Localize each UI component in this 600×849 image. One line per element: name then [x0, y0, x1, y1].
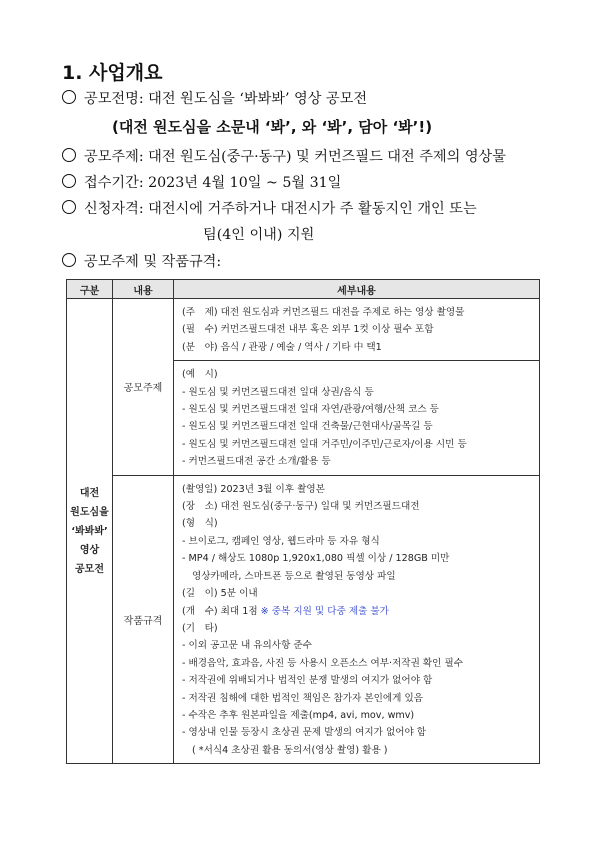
- circle-bullet-icon: [62, 174, 76, 188]
- application-period-item: [62, 172, 341, 192]
- category-line: ‘봐봐봐’: [71, 525, 108, 537]
- circle-bullet-icon: [62, 148, 76, 162]
- detail-line: 영상카메라, 스마트폰 등으로 촬영된 동영상 파일: [192, 570, 396, 582]
- topic-detail-cell: [174, 299, 540, 361]
- spec-table: [66, 279, 540, 764]
- spec-label-cell: 작품규격: [113, 475, 174, 764]
- circle-bullet-icon: [62, 90, 76, 104]
- detail-line: ( *서식4 초상권 활용 동의서(영상 촬영) 활용 ): [192, 744, 388, 756]
- section-heading: 1. 사업개요: [62, 62, 163, 84]
- detail-line: (형 식): [182, 518, 218, 530]
- header-detail: 세부내용: [174, 280, 540, 299]
- detail-line: (예 시): [182, 369, 218, 381]
- detail-line: - 원도심 및 커먼즈필드대전 일대 상권/음식 등: [182, 386, 374, 398]
- contest-topic-item: [62, 146, 506, 166]
- detail-line: - 이외 공고문 내 유의사항 준수: [182, 640, 312, 652]
- category-line: 공모전: [75, 563, 104, 575]
- detail-line: (주 제) 대전 원도심과 커먼즈필드 대전을 주제로 하는 영상 촬영물: [182, 307, 465, 318]
- detail-line: - 영상내 인물 등장시 초상권 문제 발생의 여지가 없어야 함: [182, 727, 427, 739]
- detail-line: - 커먼즈필드대전 공간 소개/활용 등: [182, 456, 331, 468]
- circle-bullet-icon: [62, 200, 76, 214]
- header-category: 구분: [67, 280, 113, 299]
- detail-line: - MP4 / 해상도 1080p 1,920x1,080 픽셀 이상 / 128GB 미만: [182, 553, 450, 565]
- detail-line: (촬영일) 2023년 3월 이후 촬영본: [182, 483, 325, 495]
- detail-line: - 배경음악, 효과음, 사진 등 사용시 오픈소스 여부·저작권 확인 필수: [182, 657, 464, 669]
- table-header-row: [67, 280, 540, 299]
- table-row: [67, 475, 540, 764]
- contest-subtitle: (대전 원도심을 소문내 ‘봐’, 와 ‘봐’, 담아 ‘봐’!): [112, 118, 433, 136]
- category-cell: [67, 299, 113, 764]
- spec-title-text: 공모주제 및 작품규격:: [84, 254, 222, 270]
- example-detail-cell: [174, 361, 540, 475]
- circle-bullet-icon: [62, 253, 76, 267]
- detail-line: (필 수) 커먼즈필드대전 내부 혹은 외부 1컷 이상 필수 포함: [182, 324, 434, 336]
- eligibility-text-line1: 신청자격: 대전시에 거주하거나 대전시가 주 활동지인 개인 또는: [84, 201, 477, 217]
- contest-topic-text: 공모주제: 대전 원도심(중구·동구) 및 커먼즈필드 대전 주제의 영상물: [84, 149, 506, 165]
- detail-line: (기 타): [182, 622, 218, 634]
- count-line: [182, 603, 533, 620]
- detail-line: (길 이) 5분 이내: [182, 588, 258, 600]
- spec-detail-cell: [174, 475, 540, 764]
- duplicate-warning-note: ※ 중복 지원 및 다중 제출 불가: [260, 605, 389, 617]
- detail-line: - 원도심 및 커먼즈필드대전 일대 건축물/근현대사/골목길 등: [182, 421, 433, 433]
- detail-line: - 수작은 추후 원본파일을 제출(mp4, avi, mov, wmv): [182, 709, 415, 721]
- count-prefix: (개 수) 최대 1점: [182, 605, 261, 617]
- detail-line: (분 야) 음식 / 관광 / 예술 / 역사 / 기타 中 택1: [182, 341, 382, 353]
- detail-line: - 원도심 및 커먼즈필드대전 일대 자연/관광/여행/산책 코스 등: [182, 404, 439, 416]
- contest-name-text: 공모전명: 대전 원도심을 ‘봐봐봐’ 영상 공모전: [84, 91, 368, 107]
- detail-line: - 원도심 및 커먼즈필드대전 일대 거주민/이주민/근로자/이용 시민 등: [182, 438, 467, 450]
- detail-line: - 저작권 침해에 대한 법적인 책임은 참가자 본인에게 있음: [182, 692, 424, 704]
- detail-line: - 브이로그, 캠페인 영상, 웹드라마 등 자유 형식: [182, 535, 380, 547]
- application-period-text: 접수기간: 2023년 4월 10일 ~ 5월 31일: [84, 175, 342, 191]
- spec-title-item: [62, 251, 221, 271]
- eligibility-item: [62, 198, 477, 218]
- category-line: 대전: [79, 487, 100, 499]
- header-content: 내용: [113, 280, 174, 299]
- topic-label-cell: 공모주제: [113, 299, 174, 476]
- category-line: 원도심을: [70, 506, 109, 518]
- table-row: [67, 299, 540, 361]
- contest-name-item: [62, 88, 367, 108]
- detail-line: - 저작권에 위배되거나 법적인 분쟁 발생의 여지가 없어야 함: [182, 675, 433, 687]
- category-line: 영상: [79, 544, 100, 556]
- eligibility-text-line2: 팀(4인 이내) 지원: [203, 227, 315, 243]
- detail-line: (장 소) 대전 원도심(중구·동구) 일대 및 커먼즈필드대전: [182, 501, 420, 513]
